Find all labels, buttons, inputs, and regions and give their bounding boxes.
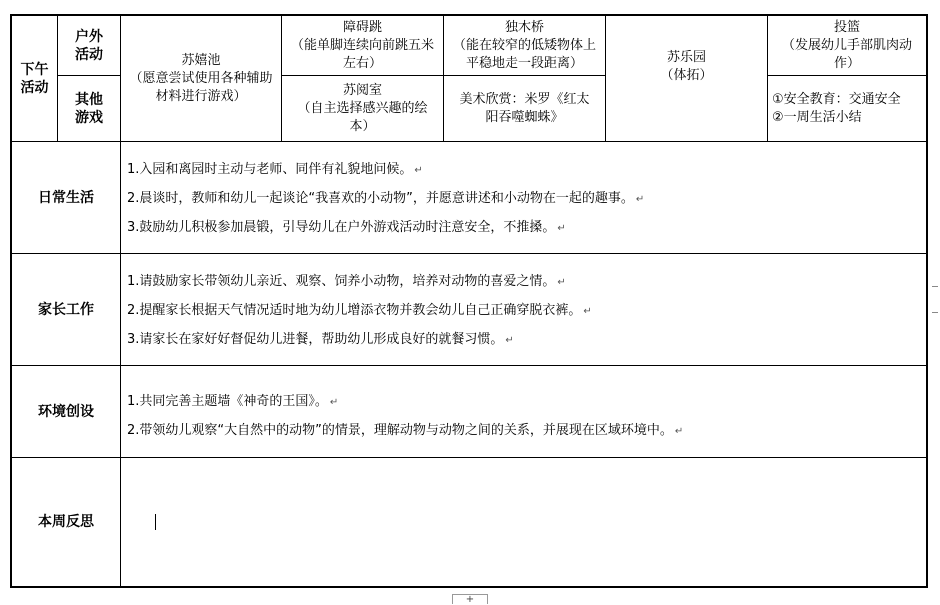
activity-title: 苏乐园 — [666, 49, 706, 65]
activity-reading-room — [282, 76, 444, 142]
section-content-environment — [121, 366, 926, 458]
outdoor-activity-label — [58, 16, 121, 76]
reflection-input-area[interactable] — [121, 458, 926, 586]
afternoon-label-line2: 活动 — [20, 79, 49, 96]
activity-safety-summary — [768, 76, 926, 142]
activity-title: 投篮 — [833, 19, 860, 35]
list-item: 2.提醒家长根据天气情况适时地为幼儿增添衣物并教会幼儿自己正确穿脱衣裤。 ↵ — [127, 303, 592, 318]
activity-text: 美术欣赏：米罗《红太阳吞噬蜘蛛》 — [459, 91, 590, 125]
activity-suxichi — [121, 16, 282, 142]
list-item: 2.带领幼儿观察“大自然中的动物”的情景，理解动物与动物之间的关系，并展现在区域环境中。 ↵ — [127, 423, 684, 438]
section-content-parent-work — [121, 254, 926, 366]
section-label-environment — [12, 366, 121, 458]
activity-title: 独木桥 — [504, 19, 544, 35]
activity-title: 障碍跳 — [342, 19, 382, 35]
activity-suleyuan — [606, 16, 768, 142]
outdoor-label-line1: 户外 — [75, 28, 103, 45]
afternoon-activity-label — [12, 16, 58, 142]
other-games-label — [58, 76, 121, 142]
section-content-daily-life — [121, 142, 926, 254]
section-label-reflection — [12, 458, 121, 586]
activity-line2: ②一周生活小结 — [772, 109, 862, 125]
afternoon-label-line1: 下午 — [20, 61, 49, 78]
activity-desc: （能单脚连续向前跳五米左右） — [290, 37, 434, 71]
margin-marker — [932, 286, 938, 287]
activity-desc: （愿意尝试使用各种辅助材料进行游戏） — [129, 70, 273, 104]
weekly-plan-table — [10, 14, 928, 588]
activity-basketball-shoot — [768, 16, 926, 76]
outdoor-label-line2: 活动 — [75, 46, 103, 63]
list-item: 1.请鼓励家长带领幼儿亲近、观察、饲养小动物，培养对动物的喜爱之情。 ↵ — [127, 274, 566, 289]
list-item: 2.晨谈时，教师和幼儿一起谈论“我喜欢的小动物”，并愿意讲述和小动物在一起的趣事。 ↵ — [127, 191, 645, 206]
activity-desc: （自主选择感兴趣的绘本） — [297, 100, 428, 134]
table-add-row-handle[interactable]: + — [452, 594, 488, 604]
list-item: 1.入园和离园时主动与老师、同伴有礼貌地问候。 ↵ — [127, 162, 423, 177]
activity-obstacle-jump — [282, 16, 444, 76]
other-label-line2: 游戏 — [75, 109, 103, 126]
margin-marker — [932, 312, 938, 313]
list-item: 3.鼓励幼儿积极参加晨锻，引导幼儿在户外游戏活动时注意安全，不推搡。 ↵ — [127, 220, 566, 235]
activity-desc: （发展幼儿手部肌肉动作） — [781, 37, 912, 71]
activity-desc: （能在较窄的低矮物体上平稳地走一段距离） — [452, 37, 596, 71]
section-label-parent-work — [12, 254, 121, 366]
activity-title: 苏嬉池 — [181, 52, 221, 68]
list-item: 3.请家长在家好好督促幼儿进餐，帮助幼儿形成良好的就餐习惯。 ↵ — [127, 332, 514, 347]
activity-title: 苏阅室 — [342, 82, 382, 98]
activity-art-appreciation — [444, 76, 606, 142]
activity-desc: （体拓） — [660, 67, 713, 83]
other-label-line1: 其他 — [75, 91, 103, 108]
activity-balance-beam — [444, 16, 606, 76]
section-label-daily-life — [12, 142, 121, 254]
text-cursor — [155, 514, 156, 530]
section-label-text: 环境创设 — [38, 403, 94, 420]
list-item: 1.共同完善主题墙《神奇的王国》。 ↵ — [127, 394, 339, 409]
section-label-text: 家长工作 — [38, 301, 94, 318]
section-label-text: 本周反思 — [38, 514, 94, 530]
activity-line1: ①安全教育：交通安全 — [772, 91, 901, 107]
section-label-text: 日常生活 — [38, 189, 94, 206]
